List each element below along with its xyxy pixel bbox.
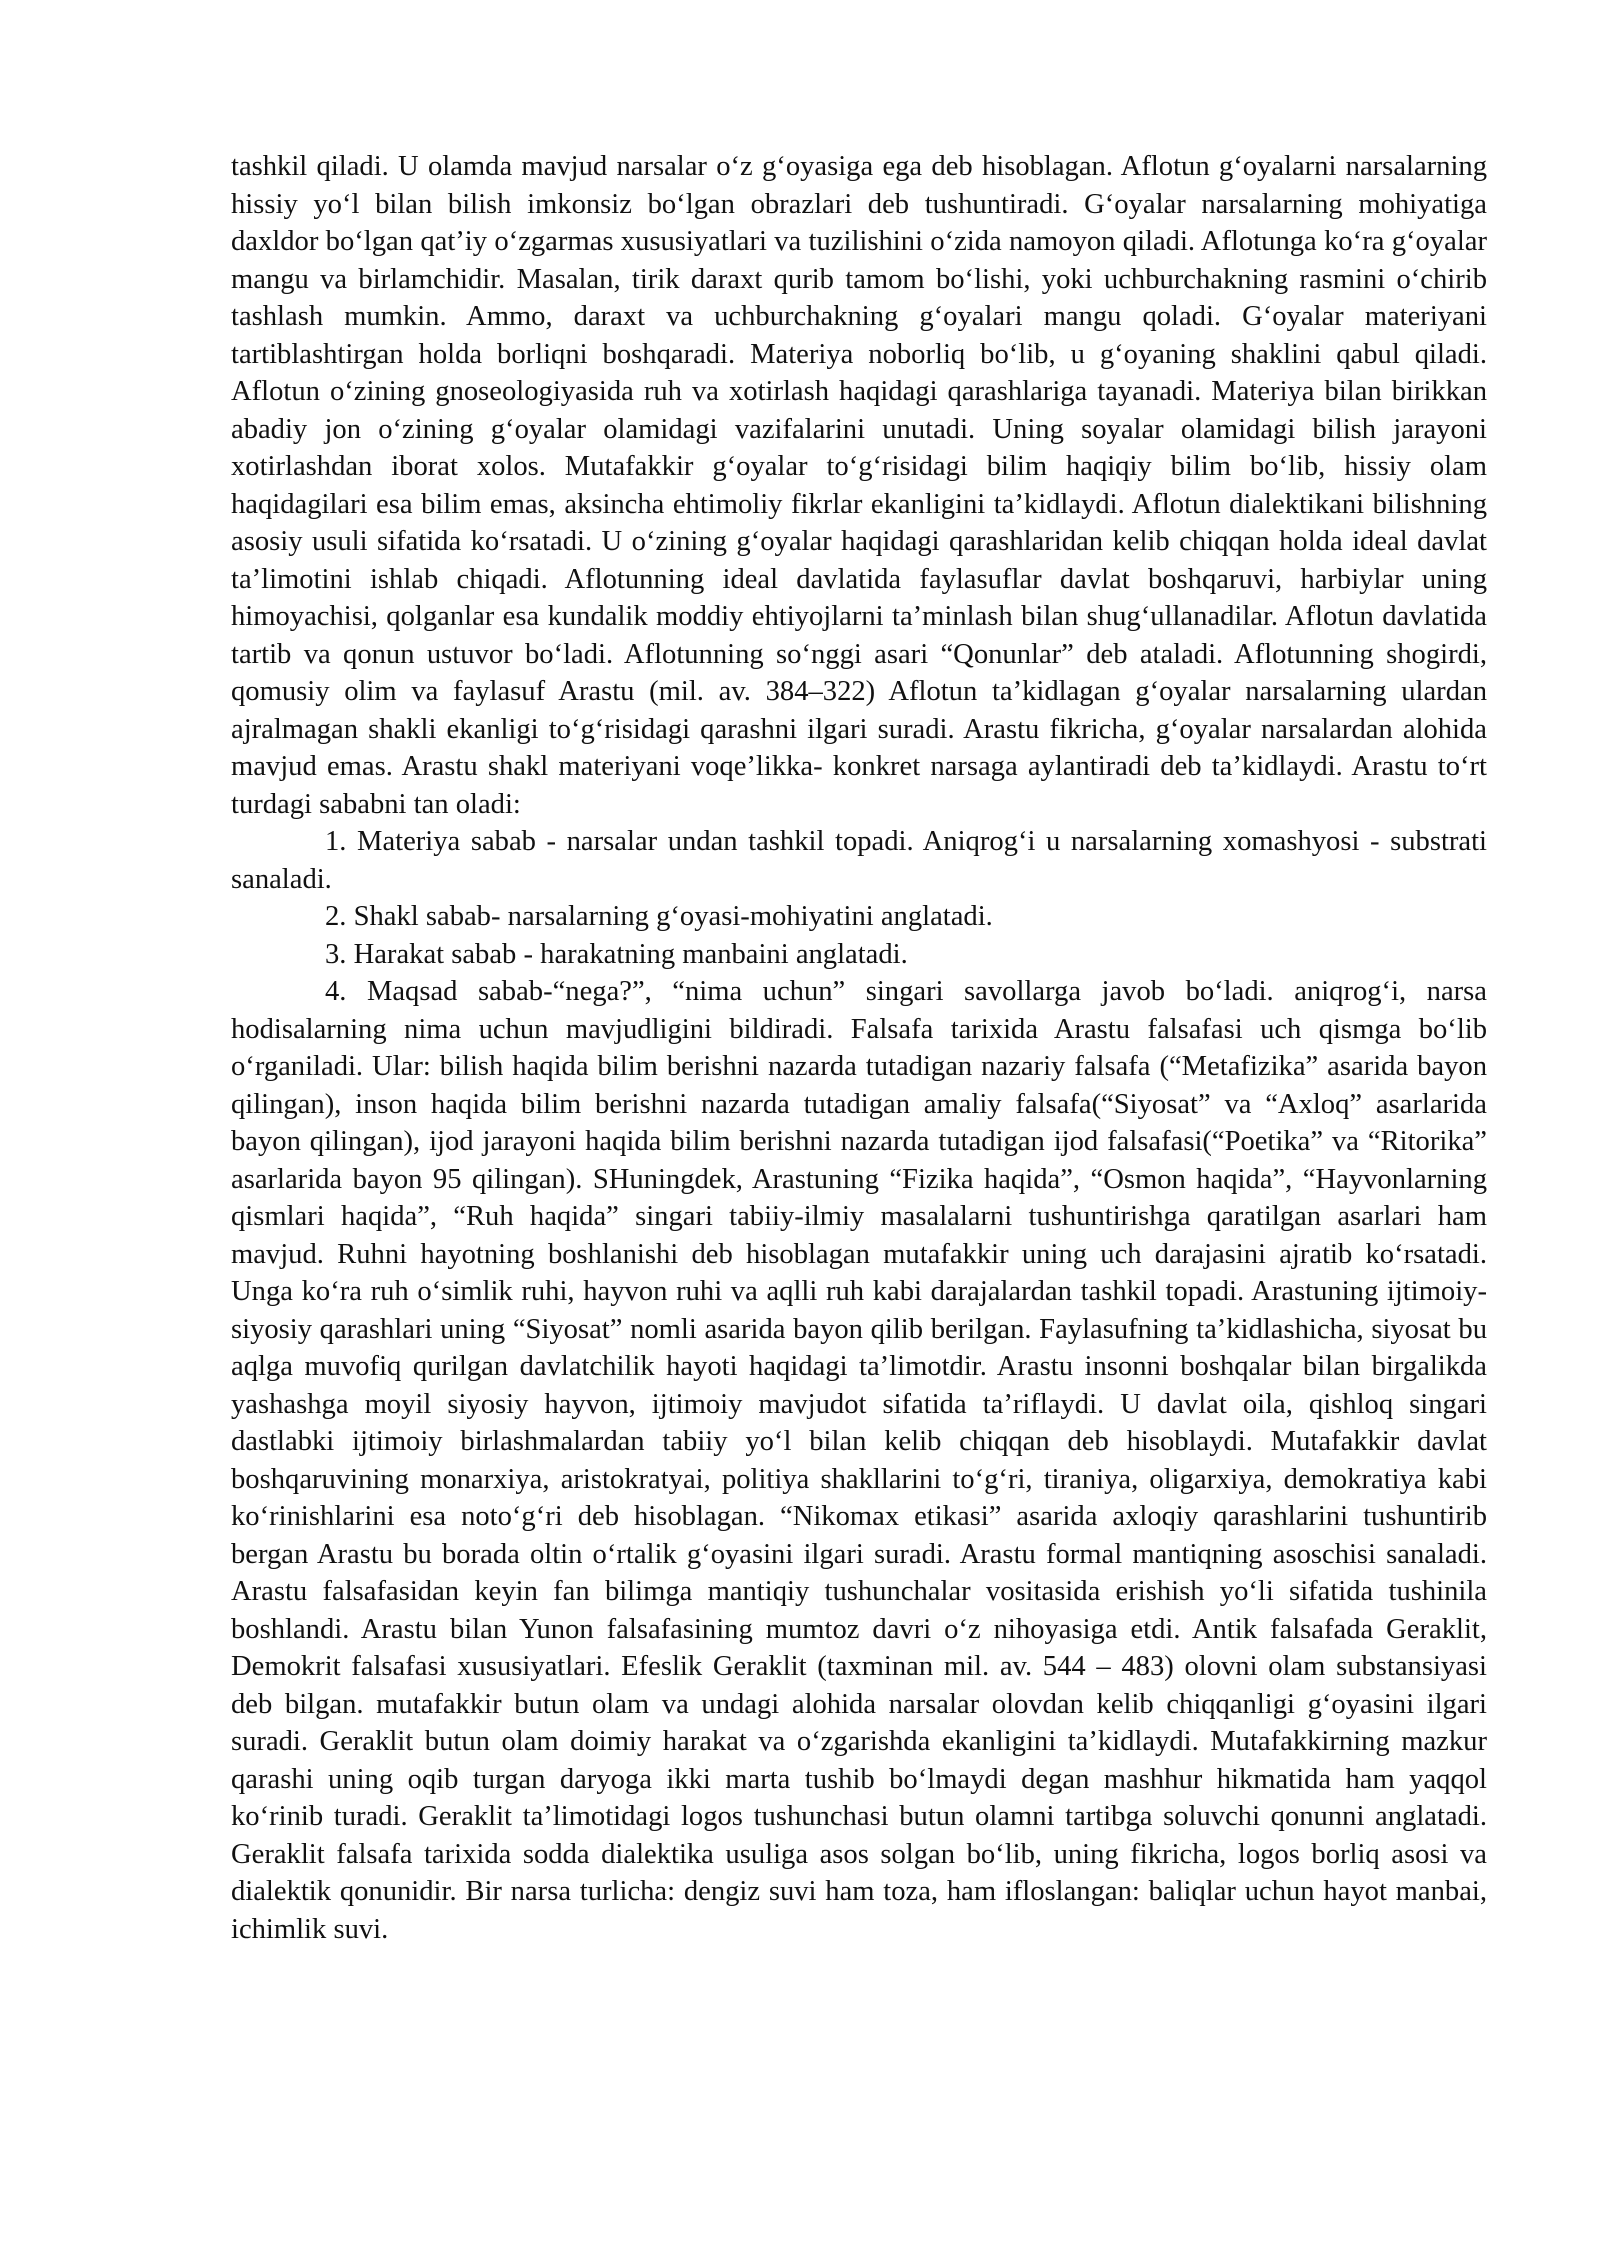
list-item-maqsad-sabab: 4. Maqsad sabab-“nega?”, “nima uchun” singari savollarga javob bo‘ladi. aniqrog‘i, narsa hodisalarning nima uchun mavjudligini bildiradi. Falsafa tarixida Arastu falsafasi uch qismga bo‘lib o‘rganiladi. Ular: bilish haqida bilim berishni nazarda tutadigan nazariy falsafa (“Metafizika” asarida bayon qilingan), inson haqida bilim berishni nazarda tutadigan amaliy falsafa(“Siyosat” va “Axloq” asarlarida bayon qilingan), ijod jarayoni haqida bilim berishni nazarda tutadigan ijod falsafasi(“Poetika” va “Ritorika” asarlarida bayon 95 qilingan). SHuningdek, Arastuning “Fizika haqida”, “Osmon haqida”, “Hayvonlarning qismlari haqida”, “Ruh haqida” singari tabiiy-ilmiy masalalarni tushuntirishga qaratilgan asarlari ham mavjud. Ruhni hayotning boshlanishi deb hisoblagan mutafakkir uning uch darajasini ajratib ko‘rsatadi. Unga ko‘ra ruh o‘simlik ruhi, hayvon ruhi va aqlli ruh kabi darajalardan tashkil topadi. Arastuning ijtimoiy-siyosiy qarashlari uning “Siyosat” nomli asarida bayon qilib berilgan. Faylasufning ta’kidlashicha, siyosat bu aqlga muvofiq qurilgan davlatchilik hayoti haqidagi ta’limotdir. Arastu insonni boshqalar bilan birgalikda yashashga moyil siyosiy hayvon, ijtimoiy mavjudot sifatida ta’riflaydi. U davlat oila, qishloq singari dastlabki ijtimoiy birlashmalardan tabiiy yo‘l bilan kelib chiqqan deb hisoblaydi. Mutafakkir davlat boshqaruvining monarxiya, aristokratyai, politiya shakllarini to‘g‘ri, tiraniya, oligarxiya, demokratiya kabi ko‘rinishlarini esa noto‘g‘ri deb hisoblagan. “Nikomax etikasi” asarida axloqiy qarashlarini tushuntirib bergan Arastu bu borada oltin o‘rtalik g‘oyasini ilgari suradi. Arastu formal mantiqning asoschisi sanaladi. Arastu falsafasidan keyin fan bilimga mantiqiy tushunchalar vositasida erishish yo‘li sifatida tushinila boshlandi. Arastu bilan Yunon falsafasining mumtoz davri o‘z nihoyasiga etdi. Antik falsafada Geraklit, Demokrit falsafasi xususiyatlari. Efeslik Geraklit (taxminan mil. av. 544 – 483) olovni olam substansiyasi deb bilgan. mutafakkir butun olam va undagi alohida narsalar olovdan kelib chiqqanligi g‘oyasini ilgari suradi. Geraklit butun olam doimiy harakat va o‘zgarishda ekanligini ta’kidlaydi. Mutafakkirning mazkur qarashi uning oqib turgan daryoga ikki marta tushib bo‘lmaydi degan mashhur hikmatida ham yaqqol ko‘rinib turadi. Geraklit ta’limotidagi logos tushunchasi butun olamni tartibga soluvchi qonunni anglatadi. Geraklit falsafa tarixida sodda dialektika usuliga asos solgan bo‘lib, uning fikricha, logos borliq asosi va dialektik qonunidir. Bir narsa turlicha: dengiz suvi ham toza, ham ifloslangan: baliqlar uchun hayot manbai, ichimlik suvi. — [231, 976, 1487, 1945]
list-item-harakat-sabab: 3. Harakat sabab - harakatning manbaini anglatadi. — [325, 938, 908, 970]
list-item-shakl-sabab: 2. Shakl sabab- narsalarning g‘oyasi-mohiyatini anglatadi. — [325, 901, 993, 932]
document-page — [231, 148, 1487, 1948]
paragraph-aflotun-arastu: tashkil qiladi. U olamda mavjud narsalar o‘z g‘oyasiga ega deb hisoblagan. Aflotun g‘oyalarni narsalarning hissiy yo‘l bilan bilish imkonsiz bo‘lgan obrazlari deb tushuntiradi. G‘oyalar narsalarning mohiyatiga daxldor bo‘lgan qat’iy o‘zgarmas xususiyatlari va tuzilishini o‘zida namoyon qiladi. Aflotunga ko‘ra g‘oyalar mangu va birlamchidir. Masalan, tirik daraxt qurib tamom bo‘lishi, yoki uchburchakning rasmini o‘chirib tashlash mumkin. Ammo, daraxt va uchburchakning g‘oyalari mangu qoladi. G‘oyalar materiyani tartiblashtirgan holda borliqni boshqaradi. Materiya noborliq bo‘lib, u g‘oyaning shaklini qabul qiladi. Aflotun o‘zining gnoseologiyasida ruh va xotirlash haqidagi qarashlariga tayanadi. Materiya bilan birikkan abadiy jon o‘zining g‘oyalar olamidagi vazifalarini unutadi. Uning soyalar olamidagi bilish jarayoni xotirlashdan iborat xolos. Mutafakkir g‘oyalar to‘g‘risidagi bilim haqiqiy bilim bo‘lib, hissiy olam haqidagilari esa bilim emas, aksincha ehtimoliy fikrlar ekanligini ta’kidlaydi. Aflotun dialektikani bilishning asosiy usuli sifatida ko‘rsatadi. U o‘zining g‘oyalar haqidagi qarashlaridan kelib chiqqan holda ideal davlat ta’limotini ishlab chiqadi. Aflotunning ideal davlatida faylasuflar davlat boshqaruvi, harbiylar uning himoyachisi, qolganlar esa kundalik moddiy ehtiyojlarni ta’minlash bilan shug‘ullanadilar. Aflotun davlatida tartib va qonun ustuvor bo‘ladi. Aflotunning so‘nggi asari “Qonunlar” deb ataladi. Aflotunning shogirdi, qomusiy olim va faylasuf Arastu (mil. av. 384–322) Aflotun ta’kidlagan g‘oyalar narsalarning ulardan ajralmagan shakli ekanligi to‘g‘risidagi qarashni ilgari suradi. Arastu fikricha, g‘oyalar narsalardan alohida mavjud emas. Arastu shakl materiyani voqe’likka- konkret narsaga aylantiradi deb ta’kidlaydi. Arastu to‘rt turdagi sababni tan oladi: — [231, 151, 1487, 820]
list-item-materiya-sabab: 1. Materiya sabab - narsalar undan tashkil topadi. Aniqrog‘i u narsalarning xomashyosi - substrati sanaladi. — [231, 826, 1487, 895]
